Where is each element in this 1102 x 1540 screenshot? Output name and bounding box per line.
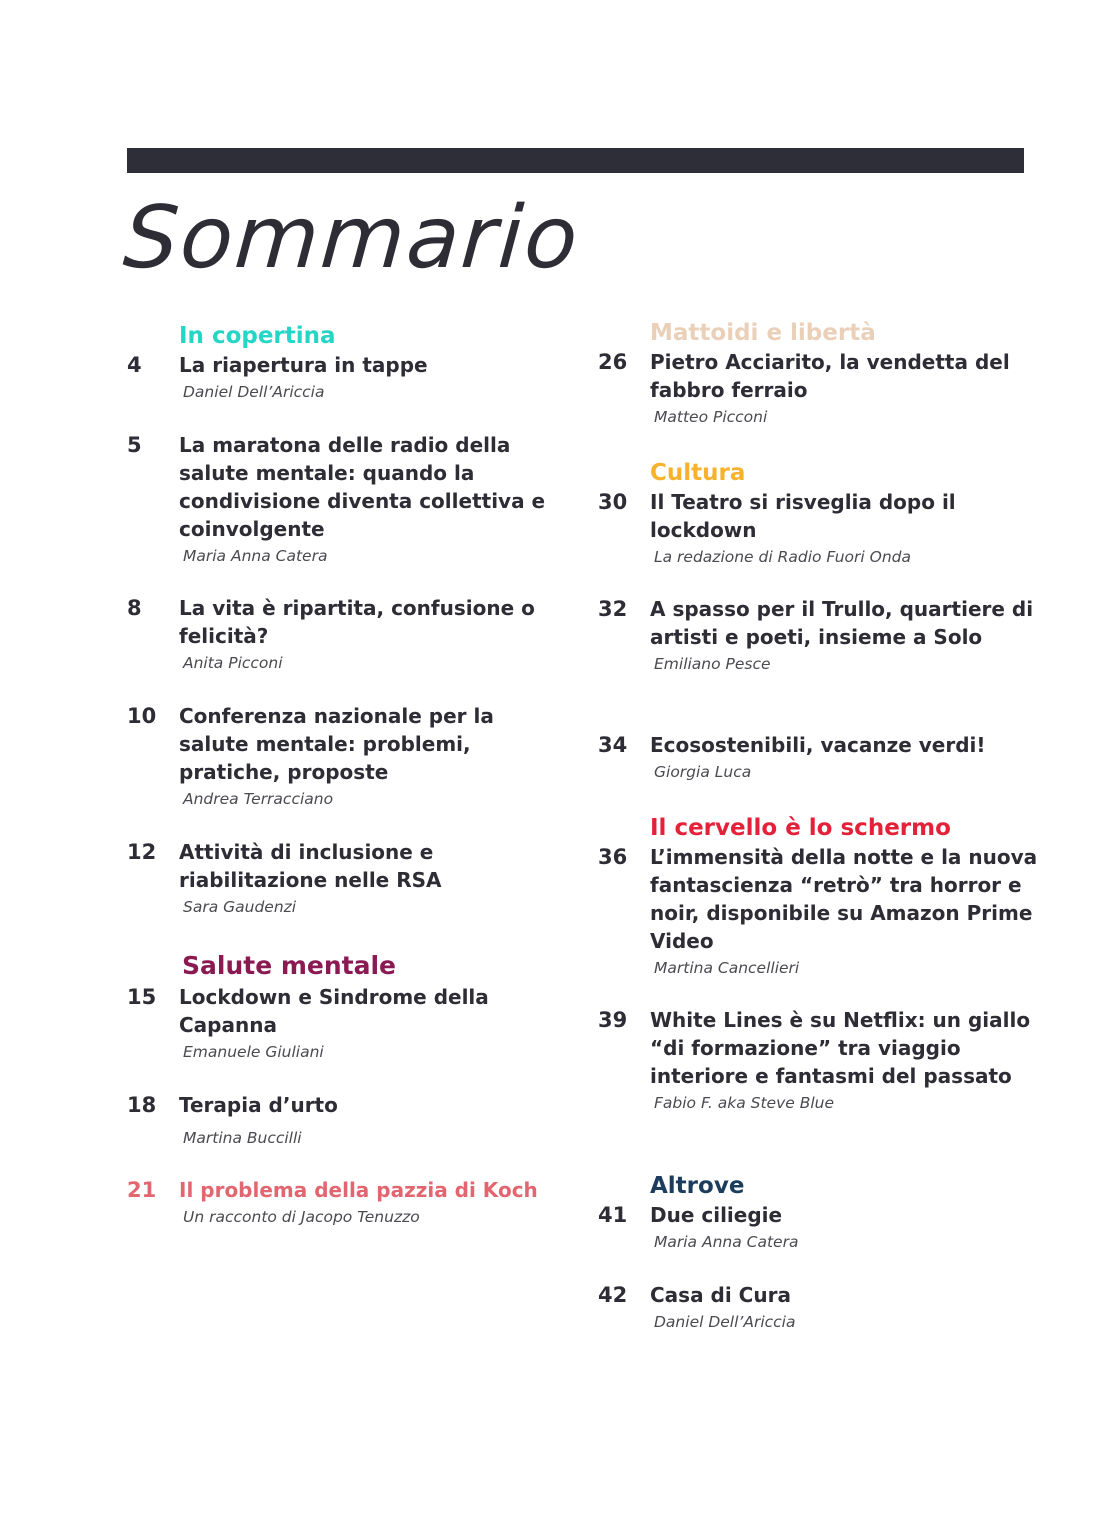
page-number: 15 xyxy=(127,985,157,1009)
article-title: La vita è ripartita, confusione o felicità? xyxy=(179,596,535,648)
page-number: 41 xyxy=(598,1203,628,1227)
article-title: White Lines è su Netflix: un giallo “di formazione” tra viaggio interiore e fantasmi del passato xyxy=(650,1008,1031,1088)
article-author: Maria Anna Catera xyxy=(654,1233,799,1251)
article-author: Sara Gaudenzi xyxy=(183,898,297,916)
page-number: 5 xyxy=(127,433,142,457)
article-title: L’immensità della notte e la nuova fantascienza “retrò” tra horror e noir, disponibile su Amazon Prime Video xyxy=(650,845,1038,953)
article-author: Matteo Picconi xyxy=(654,408,768,426)
toc-entry[interactable] xyxy=(598,731,1038,783)
toc-entry[interactable] xyxy=(127,1091,567,1149)
toc-entry[interactable] xyxy=(598,488,1038,568)
toc-entry[interactable] xyxy=(598,348,1038,428)
toc-entry[interactable] xyxy=(127,431,567,567)
page-number: 18 xyxy=(127,1093,157,1117)
article-title: Conferenza nazionale per la salute mentale: problemi, pratiche, proposte xyxy=(179,704,494,784)
article-author: Martina Buccilli xyxy=(183,1129,302,1147)
toc-entry[interactable] xyxy=(127,983,567,1063)
toc-entry[interactable] xyxy=(598,1006,1038,1114)
article-title: Pietro Acciarito, la vendetta del fabbro ferraio xyxy=(650,350,1010,402)
section-il-cervello-e-lo-schermo: Il cervello è lo schermo xyxy=(650,815,951,841)
article-title: Attività di inclusione e riabilitazione nelle RSA xyxy=(179,840,442,892)
toc-entry-highlighted[interactable] xyxy=(127,1176,567,1228)
article-author: La redazione di Radio Fuori Onda xyxy=(654,548,911,566)
article-author: Emiliano Pesce xyxy=(654,655,771,673)
article-author: Daniel Dell’Ariccia xyxy=(183,383,325,401)
section-cultura: Cultura xyxy=(650,460,746,486)
section-mattoidi-e-liberta: Mattoidi e libertà xyxy=(650,320,876,346)
page-number: 34 xyxy=(598,733,628,757)
article-author: Un racconto di Jacopo Tenuzzo xyxy=(183,1208,420,1226)
article-title: La riapertura in tappe xyxy=(179,353,428,377)
page-number: 39 xyxy=(598,1008,628,1032)
article-author: Maria Anna Catera xyxy=(183,547,328,565)
article-title: Il problema della pazzia di Koch xyxy=(179,1178,538,1202)
page-number: 10 xyxy=(127,704,157,728)
toc-entry[interactable] xyxy=(127,594,567,674)
page-number: 32 xyxy=(598,597,628,621)
page-number: 21 xyxy=(127,1178,157,1202)
section-salute-mentale: Salute mentale xyxy=(182,951,397,980)
section-in-copertina: In copertina xyxy=(179,323,336,349)
toc-entry[interactable] xyxy=(127,838,567,918)
article-title: Casa di Cura xyxy=(650,1283,791,1307)
article-title: Terapia d’urto xyxy=(179,1093,338,1117)
article-author: Fabio F. aka Steve Blue xyxy=(654,1094,835,1112)
article-author: Giorgia Luca xyxy=(654,763,752,781)
page-title: Sommario xyxy=(120,188,583,288)
article-title: Ecosostenibili, vacanze verdi! xyxy=(650,733,986,757)
page-number: 4 xyxy=(127,353,142,377)
article-author: Anita Picconi xyxy=(183,654,283,672)
toc-entry[interactable] xyxy=(127,702,567,810)
article-author: Emanuele Giuliani xyxy=(183,1043,324,1061)
toc-entry[interactable] xyxy=(598,1281,1038,1333)
article-author: Martina Cancellieri xyxy=(654,959,800,977)
page-number: 30 xyxy=(598,490,628,514)
toc-entry[interactable] xyxy=(598,595,1038,675)
page-number: 26 xyxy=(598,350,628,374)
page-number: 12 xyxy=(127,840,157,864)
toc-entry[interactable] xyxy=(598,843,1038,979)
page-number: 42 xyxy=(598,1283,628,1307)
article-title: Lockdown e Sindrome della Capanna xyxy=(179,985,489,1037)
toc-entry[interactable] xyxy=(127,351,567,403)
page-number: 36 xyxy=(598,845,628,869)
article-author: Daniel Dell’Ariccia xyxy=(654,1313,796,1331)
header-bar xyxy=(127,148,1024,173)
article-title: Due ciliegie xyxy=(650,1203,783,1227)
toc-entry[interactable] xyxy=(598,1201,1038,1253)
section-altrove: Altrove xyxy=(650,1173,745,1199)
page-number: 8 xyxy=(127,596,142,620)
article-author: Andrea Terracciano xyxy=(183,790,334,808)
article-title: La maratona delle radio della salute mentale: quando la condivisione diventa collettiva e coinvolgente xyxy=(179,433,546,541)
article-title: Il Teatro si risveglia dopo il lockdown xyxy=(650,490,956,542)
article-title: A spasso per il Trullo, quartiere di artisti e poeti, insieme a Solo xyxy=(650,597,1034,649)
